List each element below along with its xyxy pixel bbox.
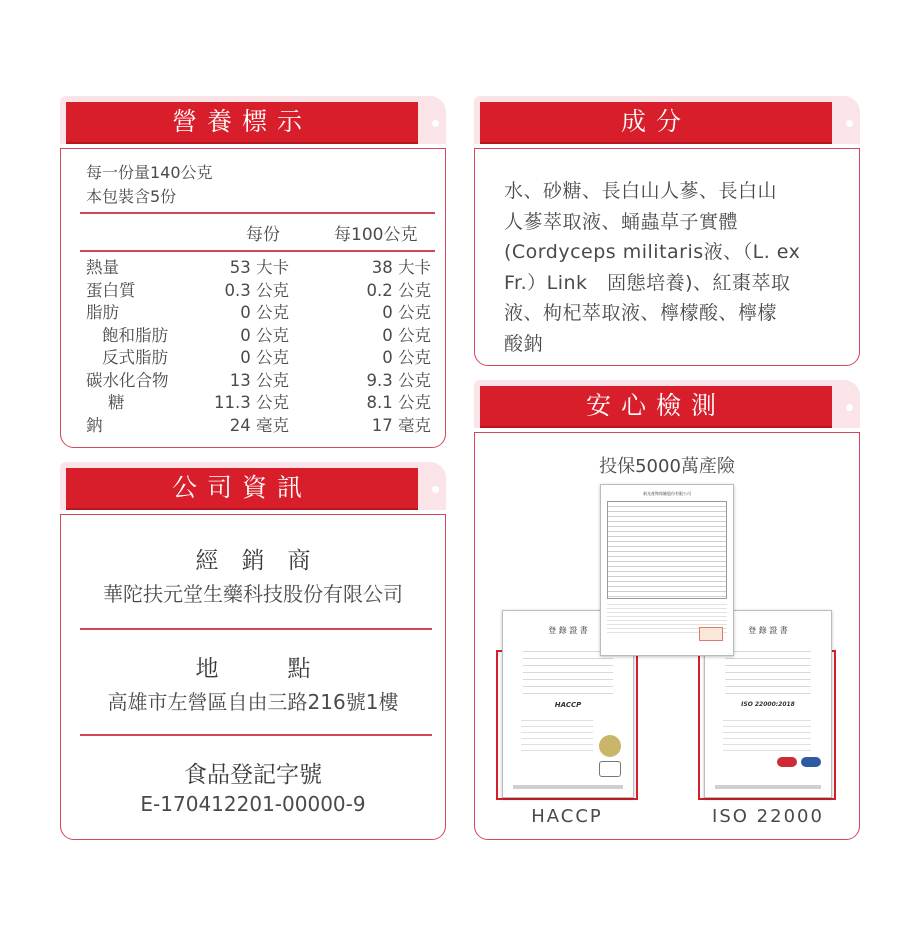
ingredient-line: 水、砂糖、長白山人蔘、長白山 bbox=[504, 180, 778, 202]
per-100g-value: 0 公克 bbox=[382, 325, 431, 345]
registration-value: E-170412201-00000-9 bbox=[140, 792, 366, 816]
nutrition-divider-1 bbox=[80, 212, 435, 214]
per-serving-value: 11.3 公克 bbox=[214, 393, 289, 412]
ingredient-line: (Cordyceps militaris液、（L. ex bbox=[504, 241, 801, 263]
servings-per-pack: 本包裝含5份 bbox=[86, 187, 177, 206]
haccp-footer bbox=[513, 785, 623, 789]
taf-logo-icon bbox=[777, 757, 797, 767]
iso-cert-lines-2 bbox=[723, 715, 811, 751]
nutrient-name: 鈉 bbox=[86, 415, 103, 435]
nutrition-row bbox=[86, 280, 431, 302]
iso-footer bbox=[715, 785, 821, 789]
iaf-logo-icon bbox=[801, 757, 821, 767]
insurance-stamp-icon bbox=[699, 627, 723, 641]
haccp-cert-lines-2 bbox=[521, 715, 593, 751]
per-serving-value: 0.3 公克 bbox=[224, 280, 289, 300]
iso-cert-std: ISO 22000:2018 bbox=[741, 701, 795, 708]
iso-cert-title: 登 錄 證 書 bbox=[748, 626, 788, 635]
nutrition-row bbox=[86, 302, 431, 324]
insurance-caption: 投保5000萬產險 bbox=[599, 456, 735, 477]
col-per-100g: 每100公克 bbox=[334, 225, 418, 245]
per-100g-value: 17 毫克 bbox=[371, 415, 431, 435]
distributor-label: 經 銷 商 bbox=[195, 548, 311, 574]
per-serving-value: 0 公克 bbox=[240, 325, 289, 345]
nutrition-row bbox=[86, 415, 431, 437]
serving-size: 每一份量140公克 bbox=[86, 163, 213, 182]
per-serving-value: 0 公克 bbox=[240, 348, 289, 367]
insurance-table bbox=[607, 501, 727, 599]
per-100g-value: 0 公克 bbox=[382, 303, 431, 322]
insurance-document bbox=[600, 484, 734, 656]
haccp-seal-icon bbox=[599, 735, 621, 757]
nutrient-name: 蛋白質 bbox=[86, 280, 136, 300]
ingredient-line: 人蔘萃取液、蛹蟲草子實體 bbox=[504, 210, 739, 233]
haccp-cert-title: 登 錄 證 書 bbox=[548, 626, 588, 635]
company-divider-1 bbox=[80, 628, 432, 630]
per-100g-value: 9.3 公克 bbox=[366, 370, 431, 390]
per-100g-value: 38 大卡 bbox=[371, 258, 431, 277]
nutrient-name: 糖 bbox=[108, 393, 125, 412]
nutrition-row bbox=[86, 257, 431, 279]
per-100g-value: 0 公克 bbox=[382, 348, 431, 367]
nutrition-row bbox=[86, 325, 431, 347]
nutrient-name: 脂肪 bbox=[86, 303, 119, 322]
nutrient-name: 反式脂肪 bbox=[102, 348, 168, 367]
nutrition-row bbox=[86, 347, 431, 369]
per-serving-value: 24 毫克 bbox=[229, 415, 289, 435]
nutrition-title: 營養標示 bbox=[66, 102, 418, 142]
company-title: 公司資訊 bbox=[66, 468, 418, 508]
registration-label: 食品登記字號 bbox=[184, 762, 322, 788]
haccp-logo-icon bbox=[599, 761, 621, 777]
nutrient-name: 飽和脂肪 bbox=[102, 325, 168, 345]
nutrient-name: 熱量 bbox=[86, 258, 119, 277]
per-100g-value: 8.1 公克 bbox=[366, 393, 431, 412]
ingredients-title: 成分 bbox=[480, 102, 832, 142]
ingredient-line: 液、枸杞萃取液、檸檬酸、檸檬 bbox=[504, 302, 778, 324]
nutrition-row bbox=[86, 392, 431, 414]
company-divider-2 bbox=[80, 734, 432, 736]
iso-caption: ISO 22000 bbox=[712, 806, 824, 827]
address-label: 地 點 bbox=[195, 656, 311, 682]
distributor-value: 華陀扶元堂生藥科技股份有限公司 bbox=[103, 582, 403, 606]
ingredient-line: Fr.）Link 固態培養)、紅棗萃取 bbox=[504, 271, 791, 294]
address-value: 高雄市左營區自由三路216號1樓 bbox=[107, 690, 399, 714]
haccp-cert-std: HACCP bbox=[554, 701, 582, 709]
nutrition-row bbox=[86, 370, 431, 392]
iso-cert-lines bbox=[725, 645, 811, 695]
col-per-serving: 每份 bbox=[246, 225, 280, 245]
per-serving-value: 13 公克 bbox=[229, 370, 289, 390]
nutrition-divider-2 bbox=[80, 250, 435, 252]
per-serving-value: 53 大卡 bbox=[229, 258, 289, 277]
per-serving-value: 0 公克 bbox=[240, 303, 289, 322]
safety-title: 安心檢測 bbox=[480, 386, 832, 426]
insurance-doc-header: 新光產物保險股份有限公司 bbox=[643, 491, 691, 496]
nutrient-name: 碳水化合物 bbox=[86, 370, 169, 390]
per-100g-value: 0.2 公克 bbox=[366, 280, 431, 300]
ingredient-line: 酸鈉 bbox=[504, 332, 544, 355]
haccp-caption: HACCP bbox=[531, 806, 603, 827]
